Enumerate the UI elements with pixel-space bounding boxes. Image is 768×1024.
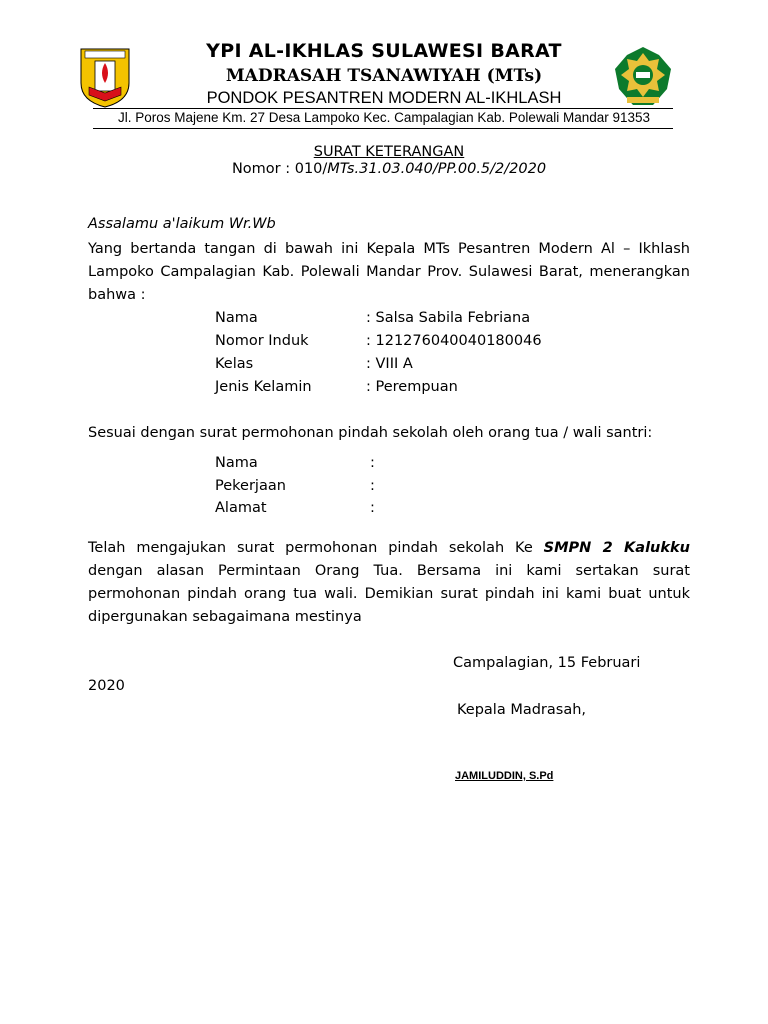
header-rule-top [93, 108, 673, 109]
parent-address-label: Alamat [215, 500, 267, 516]
intro-paragraph: Yang bertanda tangan di bawah ini Kepala MTs Pesantren Modern Al – Ikhlash Lampoko Campalagian Kab. Polewali Mandar Prov. Sulawesi Barat, menerangkan bahwa : [88, 241, 690, 303]
parent-job-value: : [370, 478, 375, 494]
letter-title: SURAT KETERANGAN [313, 144, 465, 160]
destination-school: SMPN 2 Kalukku [543, 540, 690, 556]
student-name-label: Nama [215, 310, 258, 326]
pesantren-name: PONDOK PESANTREN MODERN AL-IKHLASH [206, 89, 562, 107]
letter-number: Nomor : 010/MTs.31.03.040/PP.00.5/2/2020 [231, 161, 547, 177]
student-class-value: : VIII A [366, 356, 413, 372]
foundation-name: YPI AL-IKHLAS SULAWESI BARAT [206, 40, 562, 62]
place-date: Campalagian, 15 Februari [453, 655, 641, 671]
parent-address-value: : [370, 500, 375, 516]
parent-name-value: : [370, 455, 375, 471]
signatory-name: JAMILUDDIN, S.Pd [455, 770, 554, 782]
parent-job-label: Pekerjaan [215, 478, 286, 494]
signatory-position: Kepala Madrasah, [457, 702, 587, 718]
student-gender-label: Jenis Kelamin [215, 379, 312, 395]
school-name: MADRASAH TSANAWIYAH (MTs) [225, 66, 543, 86]
header-rule-bottom [93, 128, 673, 129]
parent-name-label: Nama [215, 455, 258, 471]
student-id-value: : 121276040040180046 [366, 333, 542, 349]
greeting: Assalamu a'laikum Wr.Wb [88, 216, 276, 232]
school-address: Jl. Poros Majene Km. 27 Desa Lampoko Kec. Campalagian Kab. Polewali Mandar 91353 [117, 110, 651, 125]
student-gender-value: : Perempuan [366, 379, 458, 395]
body-paragraph: Telah mengajukan surat permohonan pindah sekolah Ke SMPN 2 Kalukku dengan alasan Permintaan Orang Tua. Bersama ini kami sertakan surat permohonan pindah orang tua wali. Demikian surat pindah ini kami buat untuk dipergunakan sebagaimana mestinya [88, 540, 690, 625]
student-name-value: : Salsa Sabila Febriana [366, 310, 531, 326]
student-id-label: Nomor Induk [215, 333, 309, 349]
date-year: 2020 [88, 678, 125, 694]
request-line: Sesuai dengan surat permohonan pindah sekolah oleh orang tua / wali santri: [88, 425, 653, 441]
student-class-label: Kelas [215, 356, 254, 372]
